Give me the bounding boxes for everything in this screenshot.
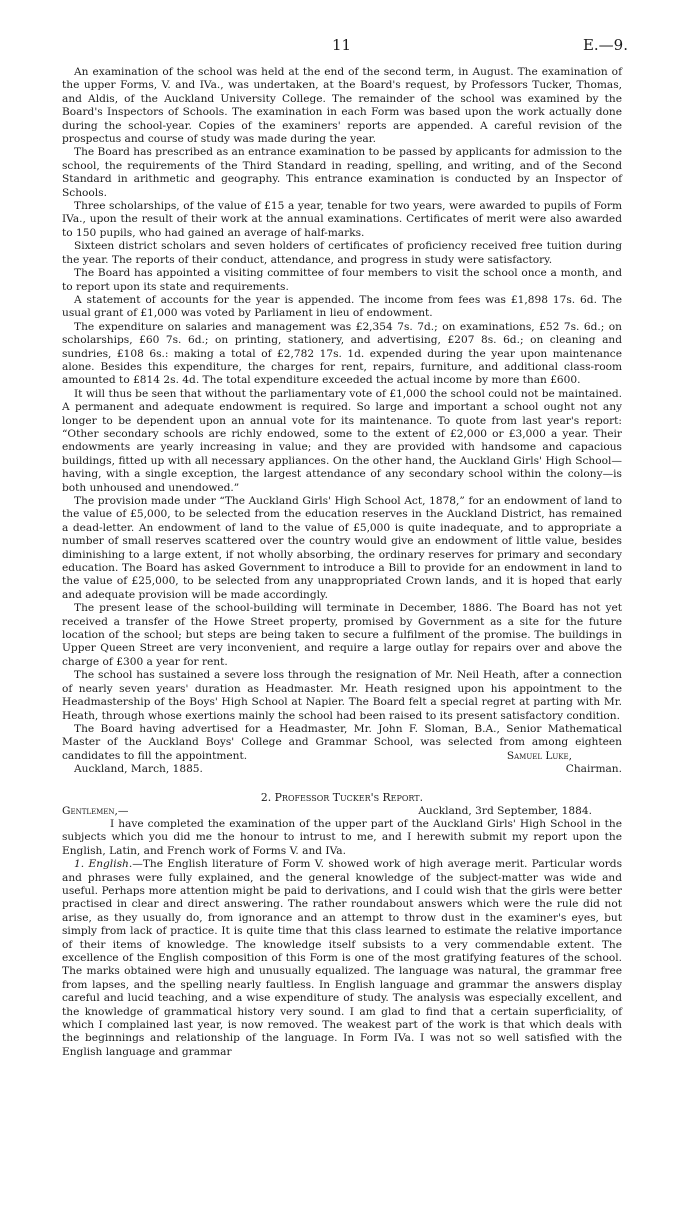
paragraph: A statement of accounts for the year is appended. The income from fees was £1,898 17s. 6d. The usual grant of £1,000 was voted by Parliament in lieu of endowment.: [62, 293, 622, 320]
document-reference: E.—9.: [582, 36, 628, 54]
document-page: [62, 36, 628, 1059]
paragraph: Sixteen district scholars and seven holders of certificates of proficiency received free tuition during the year. The reports of their conduct, attendance, and progress in study were satisfactory.: [62, 240, 622, 266]
report-section-english: [62, 858, 622, 1059]
report-intro: I have completed the examination of the upper part of the Auckland Girls' High School in the subjects which you did me the honour to intrust to me, and I herewith submit my report upon the English, Latin, and French work of Forms V. and IVa.: [62, 817, 622, 857]
paragraph: The Board having advertised for a Headmaster, Mr. John F. Sloman, B.A., Senior Mathematical Master of the Auckland Boys' College and Grammar School, was selected from among eighteen candidates to fill the appointment.: [62, 722, 622, 762]
paragraph: The present lease of the school-building will terminate in December, 1886. The Board has not yet received a transfer of the Howe Street property, promised by Government as a site for the future location of the school; but steps are being taken to secure a fulfilment of the promise. The buildings in Upper Queen Street are very inconvenient, and require a large outlay for repairs over and above the charge of £300 a year for rent.: [62, 602, 622, 668]
page-number: 11: [332, 36, 352, 54]
signature-block: [62, 749, 622, 776]
report-date: Auckland, 3rd September, 1884.: [418, 804, 592, 817]
signature-name: Samuel Luke,: [506, 749, 572, 762]
paragraph: The school has sustained a severe loss through the resignation of Mr. Neil Heath, after a connection of nearly seven years' duration as Headmaster. Mr. Heath resigned upon his appointment to the Headmastership of the Boys' High School at Napier. The Board felt a special regret at parting with Mr. Heath, through whose exertions mainly the school had been raised to its present satisfactory condition.: [62, 669, 622, 722]
paragraph: The Board has prescribed as an entrance examination to be passed by applicants for admission to the school, the requirements of the Third Standard in reading, spelling, and writing, and of the Second Standard in arithmetic and geography. This entrance examination is conducted by an Inspector of Schools.: [62, 146, 622, 199]
paragraph: The Board has appointed a visiting committee of four members to visit the school once a month, and to report upon its state and requirements.: [62, 267, 622, 293]
report-salutation: Gentlemen,—: [62, 804, 129, 817]
report-heading: 2. Professor Tucker's Report.: [260, 790, 424, 804]
paragraph: It will thus be seen that without the parliamentary vote of £1,000 the school could not be maintained. A permanent and adequate endowment is required. So large and important a school ought not any longer to be dependent upon an annual vote for its maintenance. To quote from last year's report: “Other secondary schools are richly endowed, some to the extent of £2,000 or £3,000 a year. Their endowments are yearly increasing in value; and they are provided with handsome and capacious buildings, fitted up with all necessary appliances. On the other hand, the Auckland Girls' High School—having, with a single exception, the largest attendance of any secondary school within the colony—is both unhoused and unendowed.”: [62, 387, 622, 494]
signature-place-date: Auckland, March, 1885.: [74, 763, 203, 776]
section-text: —The English literature of Form V. showed work of high average merit. Particular words and phrases were fully explained, and the general knowledge of the subject-matter was wide and useful. Perhaps more attention might be paid to derivations, and I could wish that the girls were better practised in clear and direct answering. The rather roundabout answers which were the rule did not arise, as they usually do, from ignorance and an attempt to throw dust in the examiner's eyes, but simply from lack of practice. It is quite time that this class learned to estimate the relative importance of their items of knowledge. The knowledge itself subsists to a very commendable extent. The excellence of the English composition of this Form is one of the most gratifying features of the school. The marks obtained were high and unusually equalized. The language was natural, the grammar free from lapses, and the spelling nearly faultless. In English language and grammar the answers display careful and lucid teaching, and a wise expenditure of study. The analysis was especially excellent, and the knowledge of grammatical history very sound. I am glad to find that a certain superficiality, of which I complained last year, is now removed. The weakest part of the work is that which deals with the beginnings and relationship of the language. In Form IVa. I was not so well satisfied with the English language and grammar: [62, 858, 623, 1058]
report-salutation-line: [62, 805, 622, 818]
paragraph: An examination of the school was held at the end of the second term, in August. The examination of the upper Forms, V. and IVa., was undertaken, at the Board's request, by Professors Tucker, Thomas, and Aldis, of the Auckland University College. The remainder of the school was examined by the Board's Inspectors of Schools. The examination in each Form was based upon the work actually done during the school-year. Copies of the examiners' reports are appended. A careful revision of the prospectus and course of study was made during the year.: [62, 66, 622, 146]
section-label: 1. English.: [74, 858, 133, 871]
signature-title: Chairman.: [565, 763, 622, 776]
paragraph: The provision made under “The Auckland Girls' High School Act, 1878,” for an endowment of land to the value of £5,000, to be selected from the education reserves in the Auckland District, has remained a dead-letter. An endowment of land to the value of £5,000 is quite inadequate, and to appropriate a number of small reserves scattered over the country would give an endowment of little value, besides diminishing to a large extent, if not wholly absorbing, the ordinary reserves for primary and secondary education. The Board has asked Government to introduce a Bill to provide for an endowment in land to the value of £25,000, to be selected from any unappropriated Crown lands, and it is hoped that early and adequate provision will be made accordingly.: [62, 495, 622, 601]
page-header: [62, 36, 628, 66]
paragraph: The expenditure on salaries and management was £2,354 7s. 7d.; on examinations, £52 7s. 6d.; on scholarships, £60 7s. 6d.; on printing, stationery, and advertising, £207 8s. 6d.; on cleaning and sundries, £108 6s.: making a total of £2,782 17s. 1d. expended during the year upon maintenance alone. Besides this expenditure, the charges for rent, repairs, furniture, and additional class-room amounted to £814 2s. 4d. The total expenditure exceeded the actual income by more than £600.: [62, 320, 622, 387]
paragraph: Three scholarships, of the value of £15 a year, tenable for two years, were awarded to pupils of Form IVa., upon the result of their work at the annual examinations. Certificates of merit were also awarded to 150 pupils, who had gained an average of half-marks.: [62, 200, 622, 239]
board-report-body: [62, 66, 622, 763]
